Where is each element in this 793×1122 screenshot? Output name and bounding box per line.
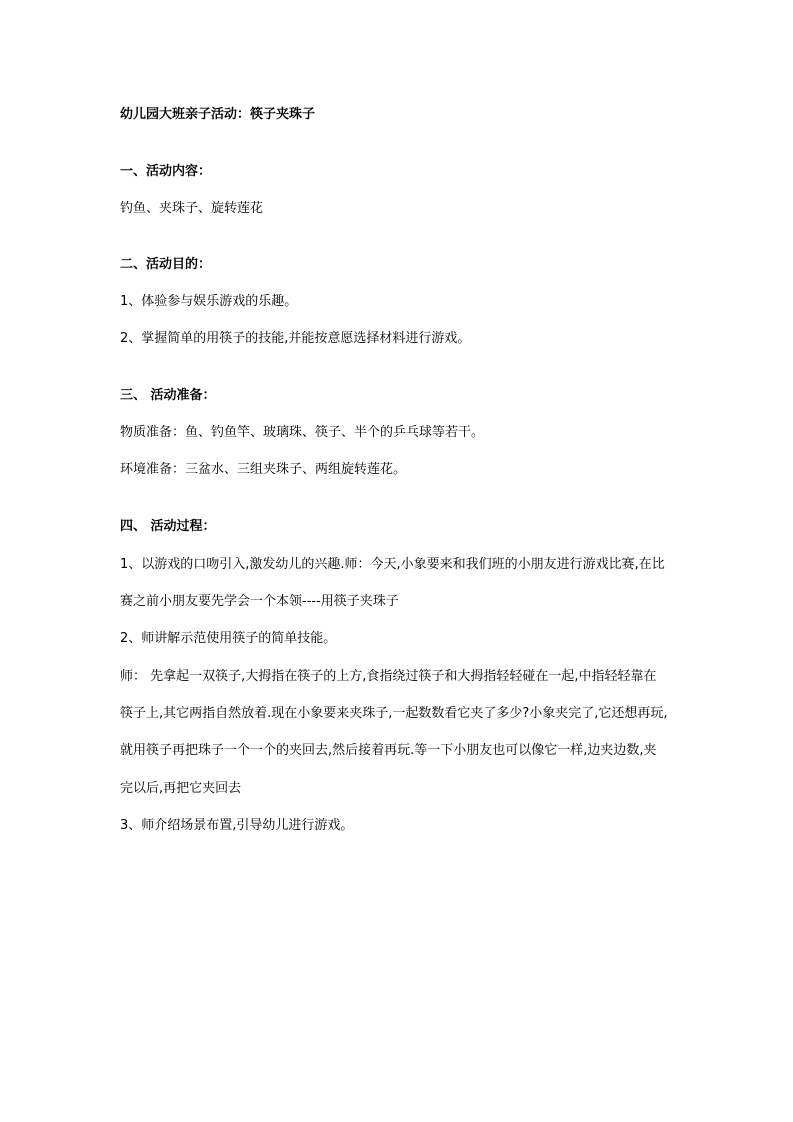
section-4-line-3: 2、师讲解示范使用筷子的简单技能。 <box>120 631 337 646</box>
section-1-content: 钓鱼、夹珠子、旋转莲花 <box>120 201 264 216</box>
section-3-item-1: 物质准备：鱼、钓鱼竿、玻璃珠、筷子、半个的乒乓球等若干。 <box>120 425 485 440</box>
section-2-heading: 二、活动目的： <box>120 257 212 272</box>
section-4-line-2: 赛之前小朋友要先学会一个本领----用筷子夹珠子 <box>120 594 399 609</box>
section-1-heading: 一、活动内容： <box>120 164 212 179</box>
section-4-line-5: 筷子上,其它两指自然放着.现在小象要来夹珠子,一起数数看它夹了多少?小象夹完了,它还想再玩, <box>120 706 668 721</box>
section-2-item-2: 2、掌握简单的用筷子的技能,并能按意愿选择材料进行游戏。 <box>120 331 471 346</box>
section-3-item-2: 环境准备：三盆水、三组夹珠子、两组旋转莲花。 <box>120 462 407 477</box>
section-4-line-1: 1、以游戏的口吻引入,激发幼儿的兴趣.师：今天,小象要来和我们班的小朋友进行游戏比赛,在比 <box>120 557 665 572</box>
section-4-line-7: 完以后,再把它夹回去 <box>120 781 242 796</box>
document-title: 幼儿园大班亲子活动：筷子夹珠子 <box>120 107 316 122</box>
section-3-heading: 三、 活动准备： <box>120 388 216 403</box>
section-4-line-6: 就用筷子再把珠子一个一个的夹回去,然后接着再玩.等一下小朋友也可以像它一样,边夹边数,夹 <box>120 743 657 758</box>
section-4-heading: 四、 活动过程： <box>120 519 216 534</box>
section-4-line-4: 师： 先拿起一双筷子,大拇指在筷子的上方,食指绕过筷子和大拇指轻轻碰在一起,中指轻轻靠在 <box>120 669 657 684</box>
section-2-item-1: 1、体验参与娱乐游戏的乐趣。 <box>120 294 298 309</box>
section-4-line-8: 3、师介绍场景布置,引导幼儿进行游戏。 <box>120 818 354 833</box>
